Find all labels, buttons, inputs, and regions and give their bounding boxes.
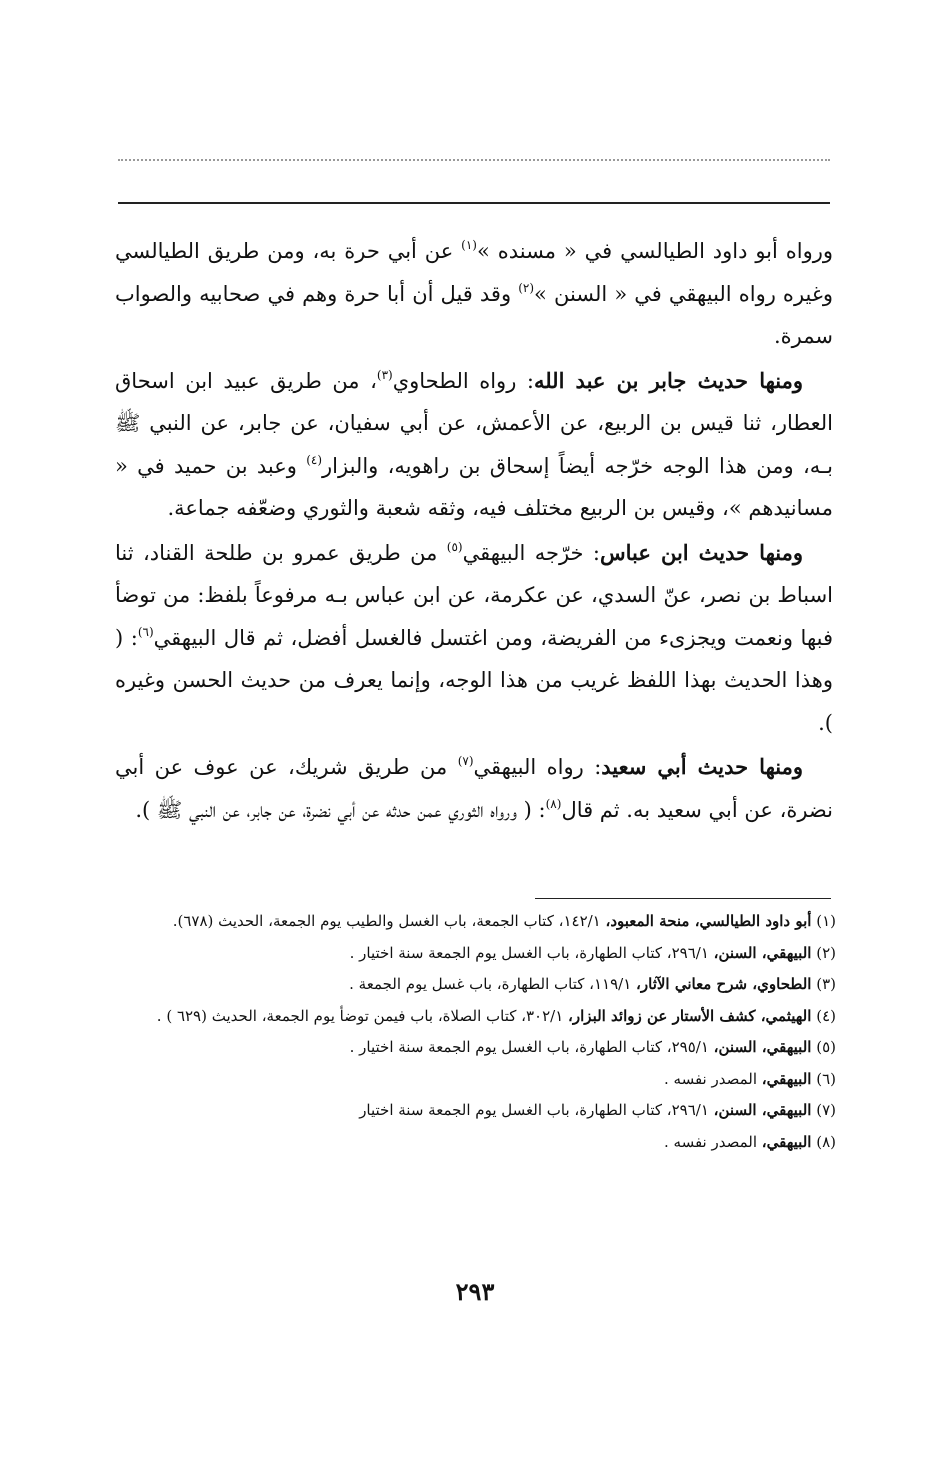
paragraph-1-run-5: وقد قيل أن أبا حرة وهم في صحابيه والصواب سمرة. [115, 281, 833, 348]
footnote-source: الهيثمي، كشف الأستار عن زوائد البزار، [568, 1006, 812, 1025]
paragraph-2-run-6: وعبد بن حميد في « مسانيدهم »، وقيس بن الربيع مختلف فيه، وثقه شعبة والثوري وضعّفه جماعة. [115, 453, 833, 520]
footnote-7 [112, 1095, 836, 1127]
footnote-separator [535, 898, 831, 899]
footnote-source: البيهقي، السنن، [713, 1038, 812, 1056]
footnote-detail: ٢٩٦/١، كتاب الطهارة، باب الغسل يوم الجمعة سنة اختيار [359, 1101, 714, 1119]
footnote-ref-3: (٣) [376, 367, 393, 382]
footnote-detail: المصدر نفسه . [664, 1069, 762, 1088]
footnote-detail: ١٤٢/١، كتاب الجمعة، باب الغسل والطيب يوم الجمعة، الحديث (٦٧٨). [172, 912, 606, 930]
section-heading-jabir: ومنها حديث جابر بن عبد الله [533, 367, 804, 393]
footnote-ref-6: (٦) [137, 624, 154, 639]
footnote-8 [112, 1127, 836, 1159]
paragraph-3-run-2: : خرّجه البيهقي [462, 540, 601, 565]
footnote-5 [112, 1032, 836, 1064]
paragraph-3 [115, 532, 833, 745]
footnote-source: البيهقي، السنن، [713, 1101, 812, 1119]
paragraph-4-run-2: : رواه البيهقي [473, 755, 602, 779]
footnote-ref-2: (٢) [518, 280, 535, 295]
main-text [115, 230, 833, 833]
paragraph-2-run-2: : رواه الطحاوي [392, 368, 534, 393]
paragraph-4 [115, 746, 833, 831]
footnote-number: (٨) [816, 1132, 836, 1151]
footnote-source: الطحاوي، شرح معاني الآثار، [636, 975, 812, 993]
paragraph-2 [115, 360, 833, 530]
footnote-ref-5: (٥) [446, 539, 463, 554]
footnote-3 [112, 969, 836, 1001]
footnote-source: البيهقي، [761, 1069, 812, 1088]
footnote-detail: ١١٩/١، كتاب الطهارة، باب غسل يوم الجمعة . [349, 975, 637, 993]
footnote-number: (٧) [816, 1101, 836, 1119]
footnote-4 [112, 1001, 836, 1033]
footnote-source: البيهقي، السنن، [713, 943, 812, 962]
section-heading-ibn-abbas: ومنها حديث ابن عباس [600, 539, 803, 565]
footnote-ref-7: (٧) [457, 754, 474, 768]
footnote-ref-1: (١) [461, 238, 477, 252]
paragraph-1 [115, 230, 833, 358]
footnote-number: (٤) [816, 1006, 836, 1025]
footnote-number: (١) [816, 912, 836, 930]
footnote-number: (٢) [816, 943, 836, 962]
footnote-number: (٣) [816, 975, 836, 993]
header-dotted-rule [118, 159, 830, 161]
footnote-6 [112, 1064, 836, 1096]
footnote-detail: المصدر نفسه . [664, 1132, 762, 1151]
footnote-number: (٦) [816, 1069, 836, 1088]
paragraph-4-run-4: من طريق شريك، عن عوف عن أبي نضرة، عن أبي سعيد به. ثم قال [115, 755, 833, 822]
footnote-detail: ٣٠٢/١، كتاب الصلاة، باب فيمن توضأ يوم الجمعة، الحديث (٦٢٩ ) . [156, 1006, 569, 1025]
footnote-detail: ٢٩٦/١، كتاب الطهارة، باب الغسل يوم الجمعة سنة اختيار . [349, 943, 714, 962]
paragraph-4-run-6: : ( ورواه الثوري عمن حدثه عن أبي نضرة، عن جابر، عن النبي ﷺ ). [135, 797, 546, 822]
footnote-ref-4: (٤) [306, 452, 323, 467]
footnote-1 [112, 906, 836, 938]
footnote-source: البيهقي، [761, 1132, 812, 1151]
paragraph-3-run-6: : ( وهذا الحديث بهذا اللفظ غريب من هذا الوجه، وإنما يعرف من حديث الحسن وغيره ). [115, 625, 833, 735]
paragraph-3-run-4: من طريق عمرو بن طلحة القناد، ثنا اسباط بن نصر، عنّ السدي، عن عكرمة، عن ابن عباس بـه مرفوعاً بلفظ: من توضأ فبها ونعمت ويجزىء من الفريضة، ومن اغتسل فالغسل أفضل، ثم قال البيهقي [115, 540, 834, 650]
footnote-detail: ٢٩٥/١، كتاب الطهارة، باب الغسل يوم الجمعة سنة اختيار . [349, 1038, 714, 1056]
header-solid-rule [118, 202, 830, 204]
paragraph-1-run-3: عن أبي حرة به، ومن طريق الطيالسي وغيره رواه البيهقي في « السنن » [115, 239, 833, 306]
section-heading-abu-said: ومنها حديث أبي سعيد [601, 754, 803, 779]
footnote-number: (٥) [816, 1038, 836, 1056]
footnote-source: أبو داود الطيالسي، منحة المعبود، [605, 912, 812, 930]
paragraph-1-run-1: ورواه أبو داود الطيالسي في « مسنده » [476, 239, 833, 263]
footnote-2 [112, 938, 836, 970]
paragraph-2-run-4: ، من طريق عبيد ابن اسحاق العطار، ثنا قيس بن الربيع، عن الأعمش، عن أبي سفيان، عن جابر، عن النبي ﷺ بـه، ومن هذا الوجه خرّجه أيضاً إسحاق بن راهويه، والبزار [115, 368, 833, 478]
footnote-ref-8: (٨) [545, 796, 562, 811]
page-number: ٢٩٣ [455, 1277, 495, 1306]
footnotes [112, 906, 836, 1158]
